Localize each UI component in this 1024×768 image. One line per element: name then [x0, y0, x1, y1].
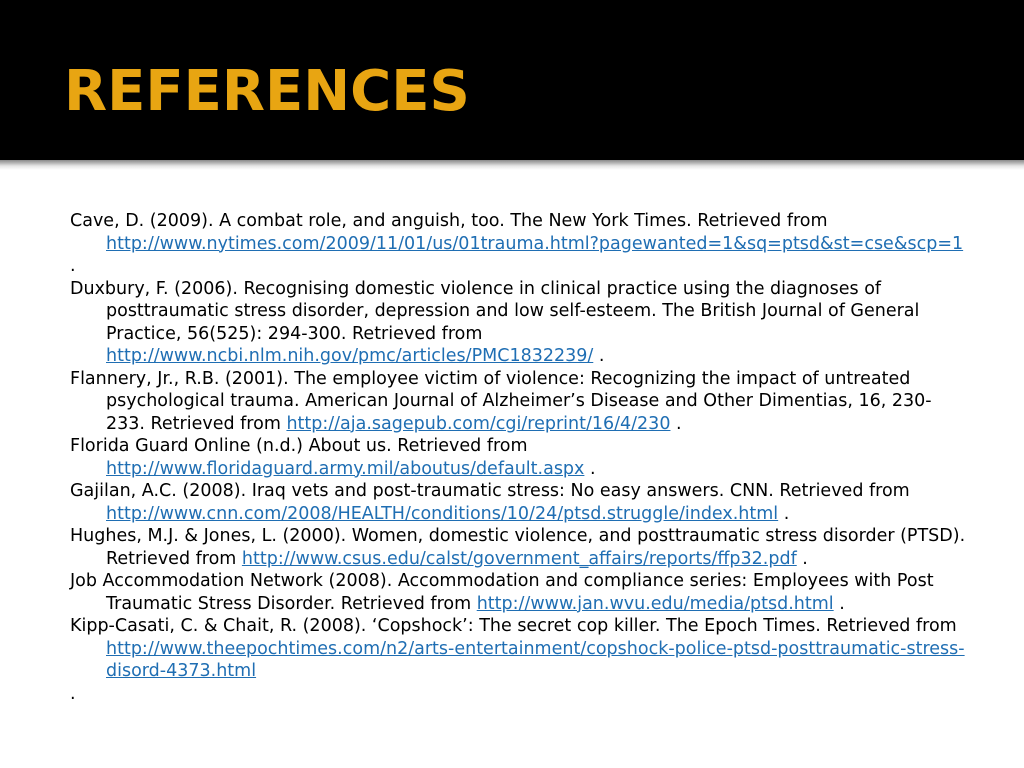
- reference-trailing-period: .: [593, 346, 605, 366]
- reference-item-florida-guard: [70, 435, 970, 480]
- reference-item-cave: [70, 210, 970, 278]
- reference-item-duxbury: [70, 278, 970, 368]
- reference-link[interactable]: http://aja.sagepub.com/cgi/reprint/16/4/230: [286, 413, 671, 434]
- title-bar: [0, 0, 1024, 160]
- reference-item-gajilan: [70, 480, 970, 525]
- reference-text: Hughes, M.J. & Jones, L. (2000). Women, domestic violence, and posttraumatic stress disorder (PTSD). Retrieved from: [70, 526, 966, 569]
- reference-trailing-period: .: [670, 413, 682, 434]
- reference-text: Cave, D. (2009). A combat role, and anguish, too. The New York Times. Retrieved from: [70, 211, 828, 231]
- reference-trailing-period: .: [833, 593, 845, 614]
- reference-trailing-period: .: [70, 683, 76, 704]
- reference-item-flannery: [70, 368, 970, 436]
- reference-trailing-period: .: [796, 548, 808, 569]
- reference-trailing-period: .: [584, 458, 596, 479]
- reference-trailing-period: .: [778, 503, 790, 524]
- reference-link[interactable]: http://www.cnn.com/2008/HEALTH/conditions/10/24/ptsd.struggle/index.html: [106, 503, 779, 524]
- reference-text: Florida Guard Online (n.d.) About us. Retrieved from: [70, 436, 528, 456]
- reference-link[interactable]: http://www.theepochtimes.com/n2/arts-entertainment/copshock-police-ptsd-posttraumatic-stress-disord-4373.html: [106, 638, 965, 681]
- reference-text: Kipp-Casati, C. & Chait, R. (2008). ‘Copshock’: The secret cop killer. The Epoch Times. Retrieved from: [70, 616, 957, 636]
- reference-link[interactable]: http://www.csus.edu/calst/government_affairs/reports/ffp32.pdf: [241, 548, 797, 569]
- reference-link[interactable]: http://www.nytimes.com/2009/11/01/us/01trauma.html?pagewanted=1&sq=ptsd&st=cse&scp=1: [106, 233, 964, 254]
- reference-link[interactable]: http://www.jan.wvu.edu/media/ptsd.html: [476, 593, 834, 614]
- reference-text: Job Accommodation Network (2008). Accommodation and compliance series: Employees with Post Traumatic Stress Disorder. Retrieved from: [70, 571, 934, 614]
- header-divider: [0, 160, 1024, 170]
- reference-link[interactable]: http://www.floridaguard.army.mil/aboutus/default.aspx: [106, 458, 585, 479]
- slide-title: REFERENCES: [64, 59, 470, 124]
- reference-item-hughes: [70, 525, 970, 570]
- reference-text: Gajilan, A.C. (2008). Iraq vets and post-traumatic stress: No easy answers. CNN. Retrieved from: [70, 481, 910, 501]
- reference-list: [70, 210, 970, 705]
- reference-text: Flannery, Jr., R.B. (2001). The employee victim of violence: Recognizing the impact of untreated psychological trauma. American Journal of Alzheimer’s Disease and Other Dimentias, 16, 230-233. Retrieved from: [70, 368, 932, 434]
- reference-link[interactable]: http://www.ncbi.nlm.nih.gov/pmc/articles/PMC1832239/: [106, 346, 594, 366]
- reference-text: Duxbury, F. (2006). Recognising domestic violence in clinical practice using the diagnoses of posttraumatic stress disorder, depression and low self-esteem. The British Journal of General Practice, 56(525): 294-300. Retrieved from: [70, 278, 920, 344]
- reference-item-jan: [70, 570, 970, 615]
- reference-item-kipp-casati: [70, 615, 970, 705]
- reference-trailing-period: .: [70, 256, 76, 276]
